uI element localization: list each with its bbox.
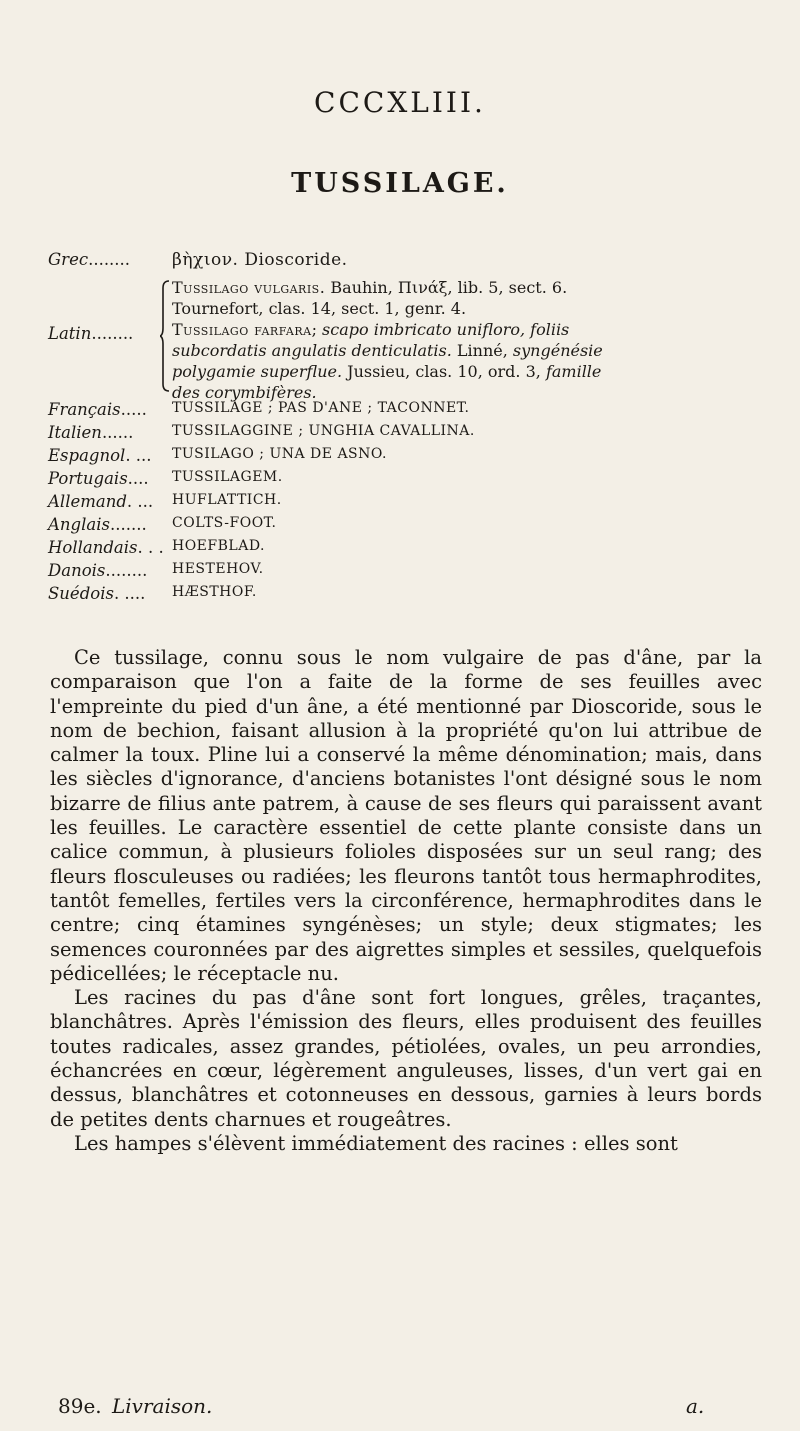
body-text [50,646,762,1156]
latin-line: Tussilago vulgaris. Bauhin, Πινάξ, lib. 5, sect. 6. [172,278,568,297]
synonym-row-portugais [48,469,768,491]
latin-line: Tussilago farfara; scapo imbricato unifloro, foliis [172,320,570,339]
synonym-row-allemand [48,492,768,514]
signature-letter: a. [686,1394,705,1418]
synonym-row-grec [48,250,768,272]
synonym-row-hollandais [48,538,768,560]
synonym-row-espagnol [48,446,768,468]
latin-line: polygamie superflue. Jussieu, clas. 10, ord. 3, famille [172,362,602,381]
plant-name: TUSSILAGEM. [172,469,283,485]
plant-name: HOEFBLAD. [172,538,265,554]
plant-name: HESTEHOV. [172,561,264,577]
language-label: Hollandais. . . [48,538,164,557]
signature-label: Livraison. [112,1394,213,1418]
language-label: Anglais....... [48,515,147,534]
language-label: Allemand. ... [48,492,154,511]
latin-line: Tournefort, clas. 14, sect. 1, genr. 4. [172,299,467,318]
paragraph: Ce tussilage, connu sous le nom vulgaire de pas d'âne, par la comparaison que l'on a faite de la forme de ses feuilles avec l'empreinte du pied d'un âne, a été mentionné par Dioscoride, sous le nom de bechion, faisant allusion à la propriété qu'on lui attribue de calmer la toux. Pline lui a conservé la même dénomination; mais, dans les siècles d'ignorance, d'anciens botanistes l'ont désigné sous le nom bizarre de filius ante patrem, à cause de ses fleurs qui paraissent avant les feuilles. Le caractère essentiel de cette plante consiste dans un calice commun, à plusieurs folioles disposées sur un seul rang; des fleurs flosculeuses ou radiées; les fleurons tantôt tous hermaphrodites, tantôt femelles, fertiles vers la circonférence, hermaphrodites dans le centre; cinq étamines syngénèses; un style; deux stigmates; les semences couronnées par des aigrettes simples et sessiles, quelquefois pédicellées; le réceptacle nu. [50,646,762,985]
plant-name: COLTS-FOOT. [172,515,277,531]
plant-name: TUSILAGO ; UNA DE ASNO. [172,446,388,462]
plant-name: TUSSILAGE ; PAS D'ANE ; TACONNET. [172,400,470,416]
language-label: Italien...... [48,423,134,442]
plant-name: TUSSILAGGINE ; UNGHIA CAVALLINA. [172,423,475,439]
language-label: Suédois. .... [48,584,146,603]
synonym-row-francais [48,400,768,422]
chapter-number: CCCXLIII. [314,86,486,119]
language-label: Portugais.... [48,469,149,488]
language-label: Grec........ [48,250,131,269]
synonym-row-anglais [48,515,768,537]
synonym-row-suedois [48,584,768,606]
synonym-row-italien [48,423,768,445]
language-label: Danois........ [48,561,148,580]
latin-names [172,278,772,404]
latin-line: subcordatis angulatis denticulatis. Linné, syngénésie [172,341,603,360]
brace-icon [160,280,170,392]
plant-name: βὴχιον. Dioscoride. [172,250,348,270]
paragraph: Les hampes s'élèvent immédiatement des racines : elles sont [74,1131,678,1155]
plant-name: HUFLATTICH. [172,492,282,508]
language-label: Français..... [48,400,147,419]
synonym-row-danois [48,561,768,583]
paragraph: Les racines du pas d'âne sont fort longues, grêles, traçantes, blanchâtres. Après l'émission des fleurs, elles produisent des feuilles toutes radicales, assez grandes, pétiolées, ovales, un peu arrondies, échancrées en cœur, légèrement anguleuses, lisses, d'un vert gai en dessus, blanchâtres et cotonneuses en dessous, garnies à leurs bords de petites dents charnues et rougeâtres. [50,986,762,1131]
plant-name: HÆSTHOF. [172,584,257,600]
page-title: TUSSILAGE. [291,168,509,199]
language-label: Latin........ [48,324,134,343]
language-label: Espagnol. ... [48,446,152,465]
signature-number: 89e. [58,1394,102,1418]
latin-line: des corymbifères. [172,383,317,402]
synonym-row-latin [48,278,768,402]
